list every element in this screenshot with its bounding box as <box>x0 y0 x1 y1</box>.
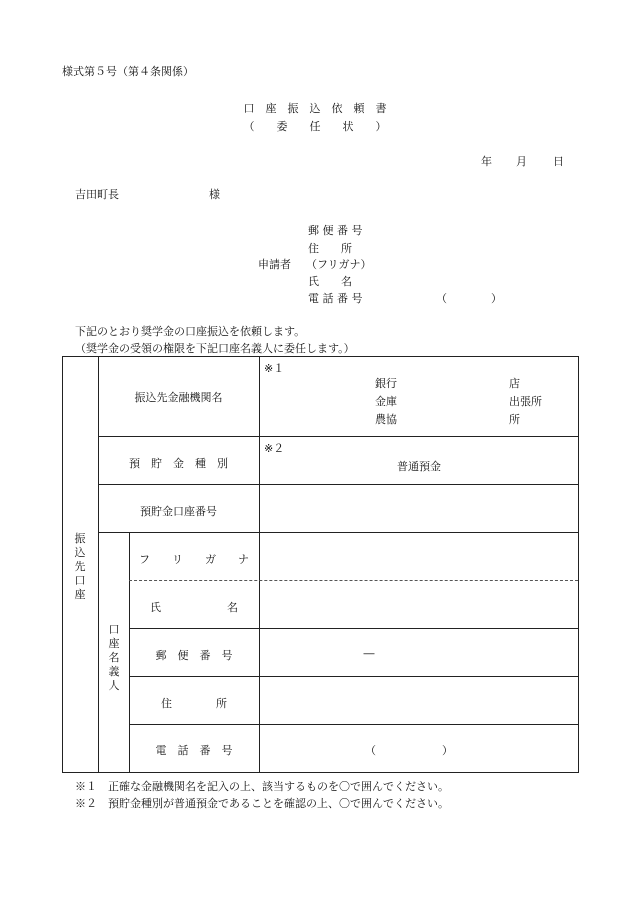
date-day-label: 日 <box>553 155 564 168</box>
holder-phone-parens[interactable]: （ ） <box>365 744 453 757</box>
intro-line-1: 下記のとおり奨学金の口座振込を依頼します。 <box>75 325 306 338</box>
holder-address-field[interactable] <box>262 679 576 722</box>
bank-type-shinkin[interactable]: 金庫 <box>375 395 397 408</box>
branch-type-store[interactable]: 店 <box>509 377 520 390</box>
applicant-furigana-label: （フリガナ） <box>306 258 372 271</box>
date-month-label: 月 <box>516 155 527 168</box>
note-mark-2: ※２ <box>264 442 285 455</box>
addressee-name: 吉田町長 <box>75 188 119 201</box>
applicant-phone-label: 電 話 番 号 <box>308 292 363 305</box>
holder-postal-dash[interactable]: ― <box>363 647 375 660</box>
branch-type-sub-branch[interactable]: 出張所 <box>509 395 542 408</box>
applicant-postal-label: 郵 便 番 号 <box>308 224 363 237</box>
holder-address-label: 住 所 <box>161 697 227 710</box>
bank-type-ja[interactable]: 農協 <box>375 413 397 426</box>
form-number: 様式第５号（第４条関係） <box>62 65 194 78</box>
account-number-field[interactable] <box>262 486 576 530</box>
branch-type-office[interactable]: 所 <box>509 413 520 426</box>
deposit-type-value[interactable]: 普通預金 <box>397 460 441 473</box>
addressee-honorific: 様 <box>209 188 220 201</box>
holder-furigana-field[interactable] <box>262 535 576 578</box>
section-label-account-holder: 口座名義人 <box>108 623 120 692</box>
bank-name-label: 振込先金融機関名 <box>134 391 223 404</box>
holder-phone-label: 電 話 番 号 <box>155 744 233 757</box>
note-mark-1: ※１ <box>264 362 285 375</box>
applicant-phone-parens: （ ） <box>436 292 502 305</box>
holder-postal-label: 郵 便 番 号 <box>155 649 233 662</box>
footnote-1: ※１ 正確な金融機関名を記入の上、該当するものを〇で囲んでください。 <box>75 780 449 793</box>
holder-name-field[interactable] <box>262 583 576 626</box>
account-number-label: 預貯金口座番号 <box>140 505 217 518</box>
holder-name-label: 氏 名 <box>150 601 238 614</box>
date-year-label: 年 <box>481 155 492 168</box>
bank-type-bank[interactable]: 銀行 <box>375 377 397 390</box>
section-label-transfer-account: 振込先口座 <box>74 532 86 601</box>
applicant-label: 申請者 <box>258 258 291 271</box>
footnote-2: ※２ 預貯金種別が普通預金であることを確認の上、〇で囲んでください。 <box>75 797 449 810</box>
document-subtitle: （ 委 任 状 ） <box>243 120 387 133</box>
applicant-name-label: 氏 名 <box>308 275 352 288</box>
applicant-address-label: 住 所 <box>308 242 352 255</box>
intro-line-2: （奨学金の受領の権限を下記口座名義人に委任します。） <box>75 342 355 355</box>
holder-furigana-label: フ リ ガ ナ <box>139 553 249 566</box>
deposit-type-label: 預 貯 金 種 別 <box>129 457 228 470</box>
document-title: 口 座 振 込 依 頼 書 <box>243 102 387 115</box>
